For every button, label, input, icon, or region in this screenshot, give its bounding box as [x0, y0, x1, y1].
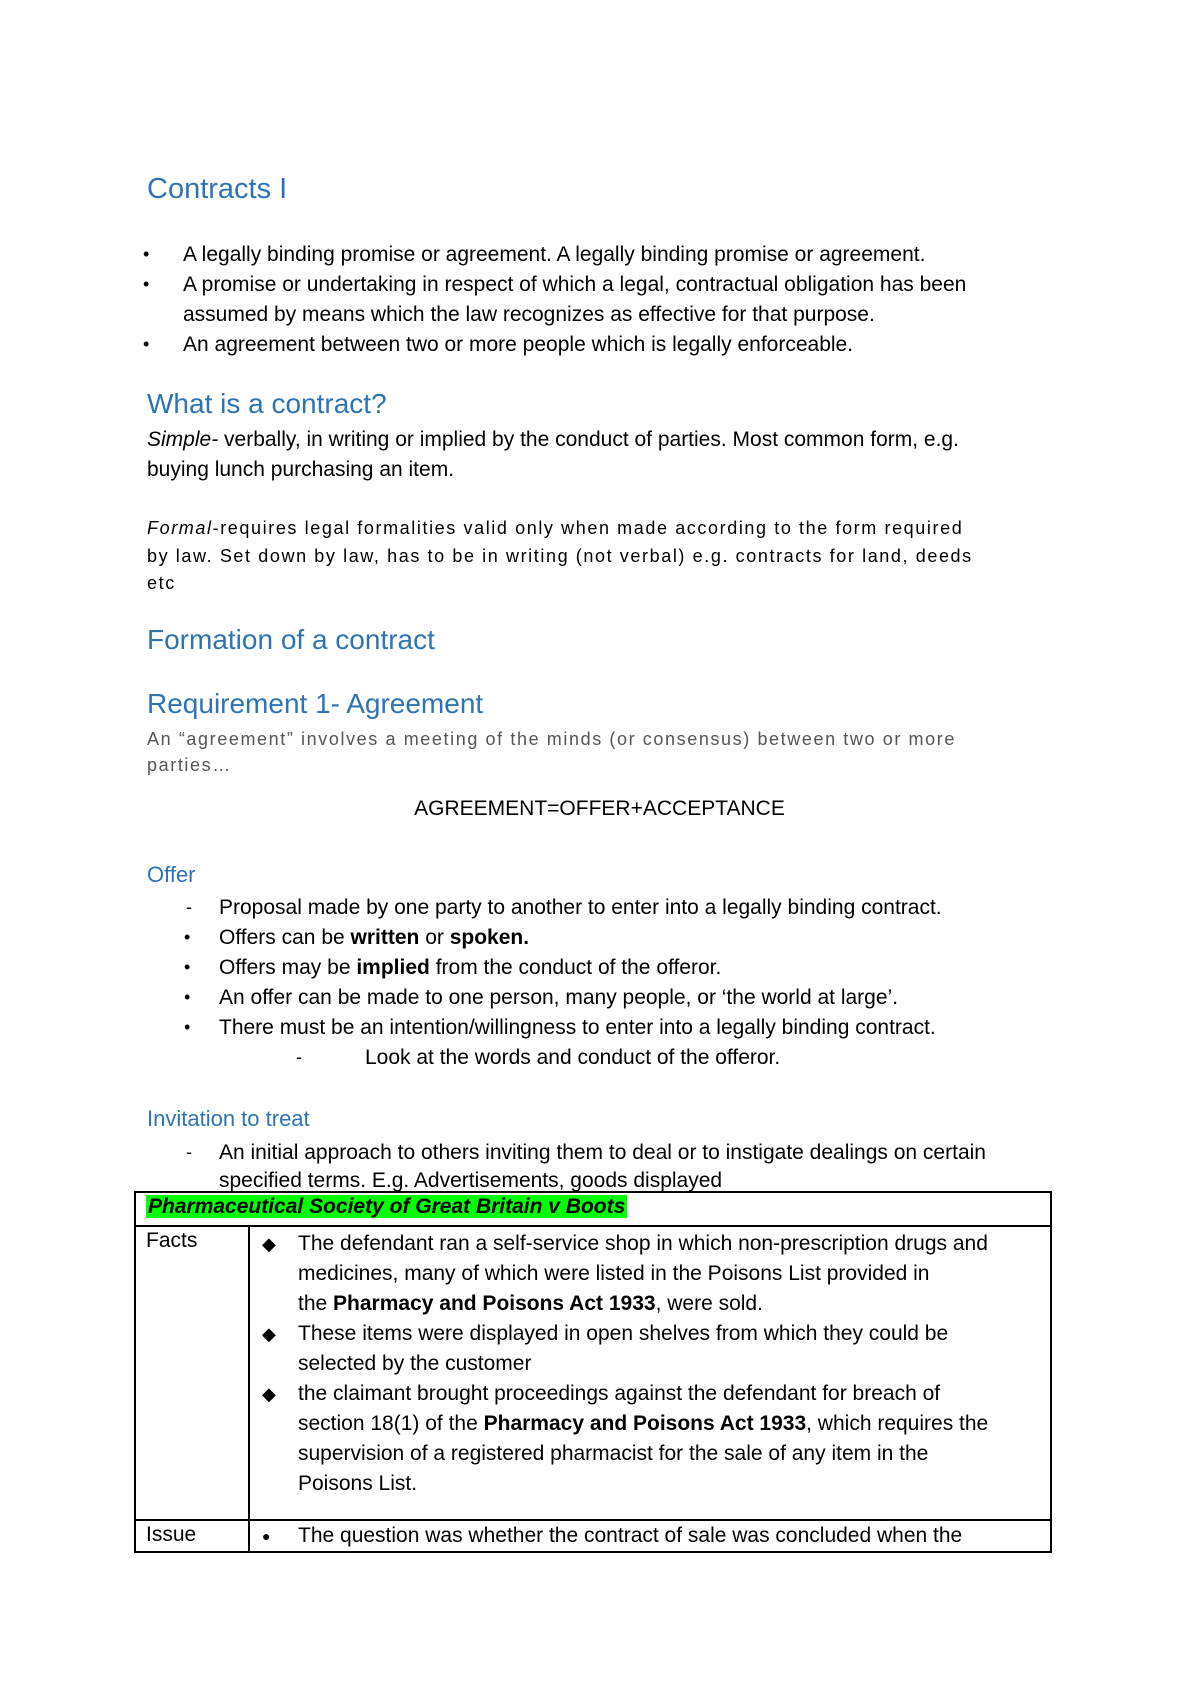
fact-item-3: ◆ the claimant brought proceedings against the defendant for breach of section 18(1) of the Pharmacy and Poisons Act 1933, which requires the supervision of a registered pharmacist for the sale of any item in the Poisons List.	[250, 1379, 1050, 1499]
section-heading-requirement-1: Requirement 1- Agreement	[147, 688, 484, 719]
offer-item-3: An offer can be made to one person, many people, or ‘the world at large’.	[219, 986, 899, 1009]
page-title: Contracts I	[147, 173, 288, 205]
agreement-formula: AGREEMENT=OFFER+ACCEPTANCE	[414, 797, 785, 820]
case-title-cell	[135, 1192, 1051, 1226]
issue-cell	[249, 1520, 1051, 1552]
issue-label: Issue	[135, 1520, 249, 1552]
issue-item-1: ● The question was whether the contract of sale was concluded when the	[250, 1521, 1050, 1551]
fact-item-2: ◆ These items were displayed in open shelves from which they could be selected by the customer	[250, 1319, 1050, 1379]
dot-bullet-icon: ●	[262, 1528, 271, 1544]
intro-bullet-2-cont: assumed by means which the law recognizes as effective for that purpose.	[183, 303, 875, 326]
intro-bullet-1: A legally binding promise or agreement. A legally binding promise or agreement.	[183, 243, 926, 266]
facts-label: Facts	[135, 1226, 249, 1520]
itt-line-2: specified terms. E.g. Advertisements, goods displayed	[219, 1169, 723, 1192]
formal-label: Formal	[147, 518, 213, 538]
intro-bullet-2: A promise or undertaking in respect of which a legal, contractual obligation has been	[183, 273, 967, 296]
offer-item-2: Offers may be implied from the conduct of the offeror.	[219, 956, 722, 979]
issue-row	[135, 1520, 1051, 1552]
formal-line-2: by law. Set down by law, has to be in writing (not verbal) e.g. contracts for land, deeds	[147, 546, 973, 566]
offer-item-1: Offers can be written or spoken.	[219, 926, 530, 949]
offer-subitem-1: Look at the words and conduct of the offeror.	[365, 1046, 781, 1069]
subheading-invitation-to-treat: Invitation to treat	[147, 1106, 310, 1131]
offer-item-dash: Proposal made by one party to another to enter into a legally binding contract.	[219, 896, 942, 919]
bullet-glyph: •	[184, 1017, 191, 1037]
facts-row	[135, 1226, 1051, 1520]
bullet-glyph: •	[184, 927, 191, 947]
agreement-desc-line-2: parties…	[147, 755, 232, 775]
case-table	[134, 1191, 1052, 1553]
bullet-glyph: •	[184, 987, 191, 1007]
intro-bullet-3: An agreement between two or more people which is legally enforceable.	[183, 333, 854, 356]
itt-line-1: An initial approach to others inviting them to deal or to instigate dealings on certain	[219, 1141, 986, 1164]
simple-label: Simple-	[147, 428, 219, 451]
section-heading-what: What is a contract?	[147, 388, 387, 419]
offer-item-4: There must be an intention/willingness to enter into a legally binding contract.	[219, 1016, 936, 1039]
dash-glyph: -	[186, 1142, 192, 1162]
diamond-bullet-icon: ◆	[262, 1234, 276, 1254]
fact-item-1: ◆ The defendant ran a self-service shop in which non-prescription drugs and medicines, many of which were listed in the Poisons List provided in the Pharmacy and Poisons Act 1933, were sold.	[250, 1229, 1050, 1319]
case-title: Pharmaceutical Society of Great Britain v Boots	[148, 1195, 626, 1218]
bullet-glyph: •	[184, 957, 191, 977]
diamond-bullet-icon: ◆	[262, 1384, 276, 1404]
diamond-bullet-icon: ◆	[262, 1324, 276, 1344]
facts-cell	[249, 1226, 1051, 1520]
dash-glyph: -	[186, 897, 192, 917]
dash-glyph: -	[296, 1047, 302, 1067]
formal-line-1: Formal-requires legal formalities valid only when made according to the form required	[147, 518, 964, 538]
simple-line-2: buying lunch purchasing an item.	[147, 458, 455, 481]
subheading-offer: Offer	[147, 862, 196, 887]
formal-line-3: etc	[147, 573, 176, 593]
simple-line-1: Simple- verbally, in writing or implied by the conduct of parties. Most common form, e.g.	[147, 428, 959, 451]
section-heading-formation: Formation of a contract	[147, 624, 435, 655]
bullet-glyph: •	[143, 274, 150, 294]
agreement-desc-line-1: An “agreement” involves a meeting of the minds (or consensus) between two or more	[147, 729, 956, 749]
bullet-glyph: •	[143, 244, 150, 264]
bullet-glyph: •	[143, 334, 150, 354]
case-title-row	[135, 1192, 1051, 1226]
